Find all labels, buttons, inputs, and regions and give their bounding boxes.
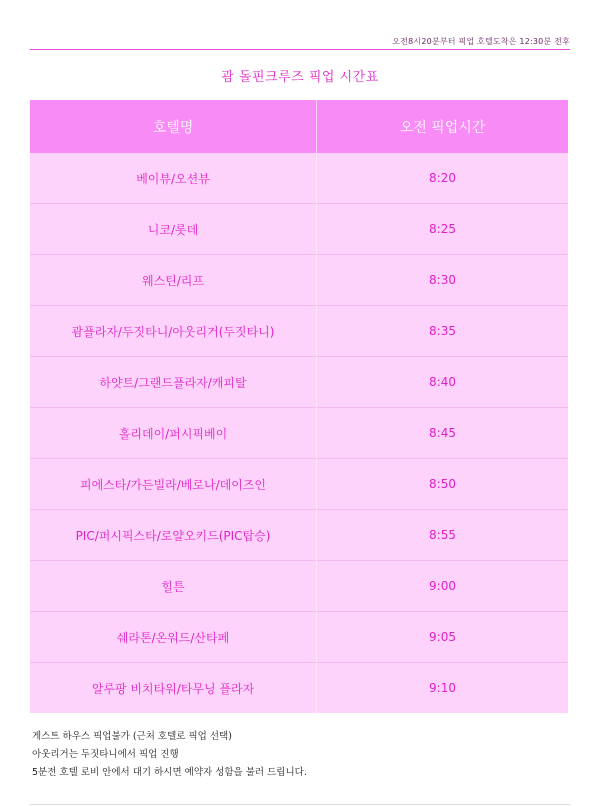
time-cell: 8:40 — [317, 357, 569, 408]
hotel-cell: 니코/롯데 — [30, 204, 317, 255]
hotel-cell: 괌플라자/두짓타니/아웃리거(두짓타니) — [30, 306, 317, 357]
time-cell: 8:20 — [317, 153, 569, 204]
table-row — [30, 255, 568, 306]
hotel-cell: 홀리데이/퍼시픽베이 — [30, 408, 317, 459]
footnote-outrigger: 아웃리거는 두짓타니에서 픽업 진행 — [32, 749, 179, 760]
table-header-row — [30, 100, 568, 153]
hotel-cell: 베이뷰/오션뷰 — [30, 153, 317, 204]
table-row — [30, 306, 568, 357]
pickup-schedule-table — [30, 100, 568, 713]
header-divider — [30, 49, 570, 50]
time-cell: 8:25 — [317, 204, 569, 255]
time-cell: 8:50 — [317, 459, 569, 510]
hotel-cell: 힐튼 — [30, 561, 317, 612]
header-note: 오전8시20분부터 픽업 호텔도착은 12:30분 전후 — [392, 37, 570, 46]
hotel-cell: 알루팡 비치타워/타무닝 플라자 — [30, 663, 317, 714]
table-row — [30, 459, 568, 510]
hotel-cell: 웨스틴/리프 — [30, 255, 317, 306]
table-row — [30, 153, 568, 204]
footnotes — [32, 728, 307, 782]
page-title: 괌 돌핀크루즈 픽업 시간표 — [221, 70, 379, 85]
time-cell: 9:05 — [317, 612, 569, 663]
time-cell: 8:30 — [317, 255, 569, 306]
hotel-cell: 쉐라톤/온워드/산타페 — [30, 612, 317, 663]
table-row — [30, 408, 568, 459]
footnote-guesthouse: 게스트 하우스 픽업불가 (근처 호텔로 픽업 선택) — [32, 731, 232, 742]
footer-divider — [30, 804, 570, 805]
time-cell: 9:10 — [317, 663, 569, 714]
hotel-cell: 피에스타/가든빌라/베로나/데이즈인 — [30, 459, 317, 510]
column-header-time: 오전 픽업시간 — [317, 100, 569, 153]
hotel-cell: 하얏트/그랜드플라자/캐피탈 — [30, 357, 317, 408]
table-row — [30, 612, 568, 663]
table-row — [30, 663, 568, 714]
time-cell: 8:35 — [317, 306, 569, 357]
table-row — [30, 510, 568, 561]
time-cell: 8:45 — [317, 408, 569, 459]
column-header-hotel: 호텔명 — [30, 100, 317, 153]
time-cell: 9:00 — [317, 561, 569, 612]
time-cell: 8:55 — [317, 510, 569, 561]
table-row — [30, 357, 568, 408]
table-row — [30, 561, 568, 612]
hotel-cell: PIC/퍼시픽스타/로얄오키드(PIC탑승) — [30, 510, 317, 561]
table-row — [30, 204, 568, 255]
footnote-lobby-wait: 5분전 호텔 로비 안에서 대기 하시면 예약자 성함을 불러 드립니다. — [32, 767, 307, 778]
